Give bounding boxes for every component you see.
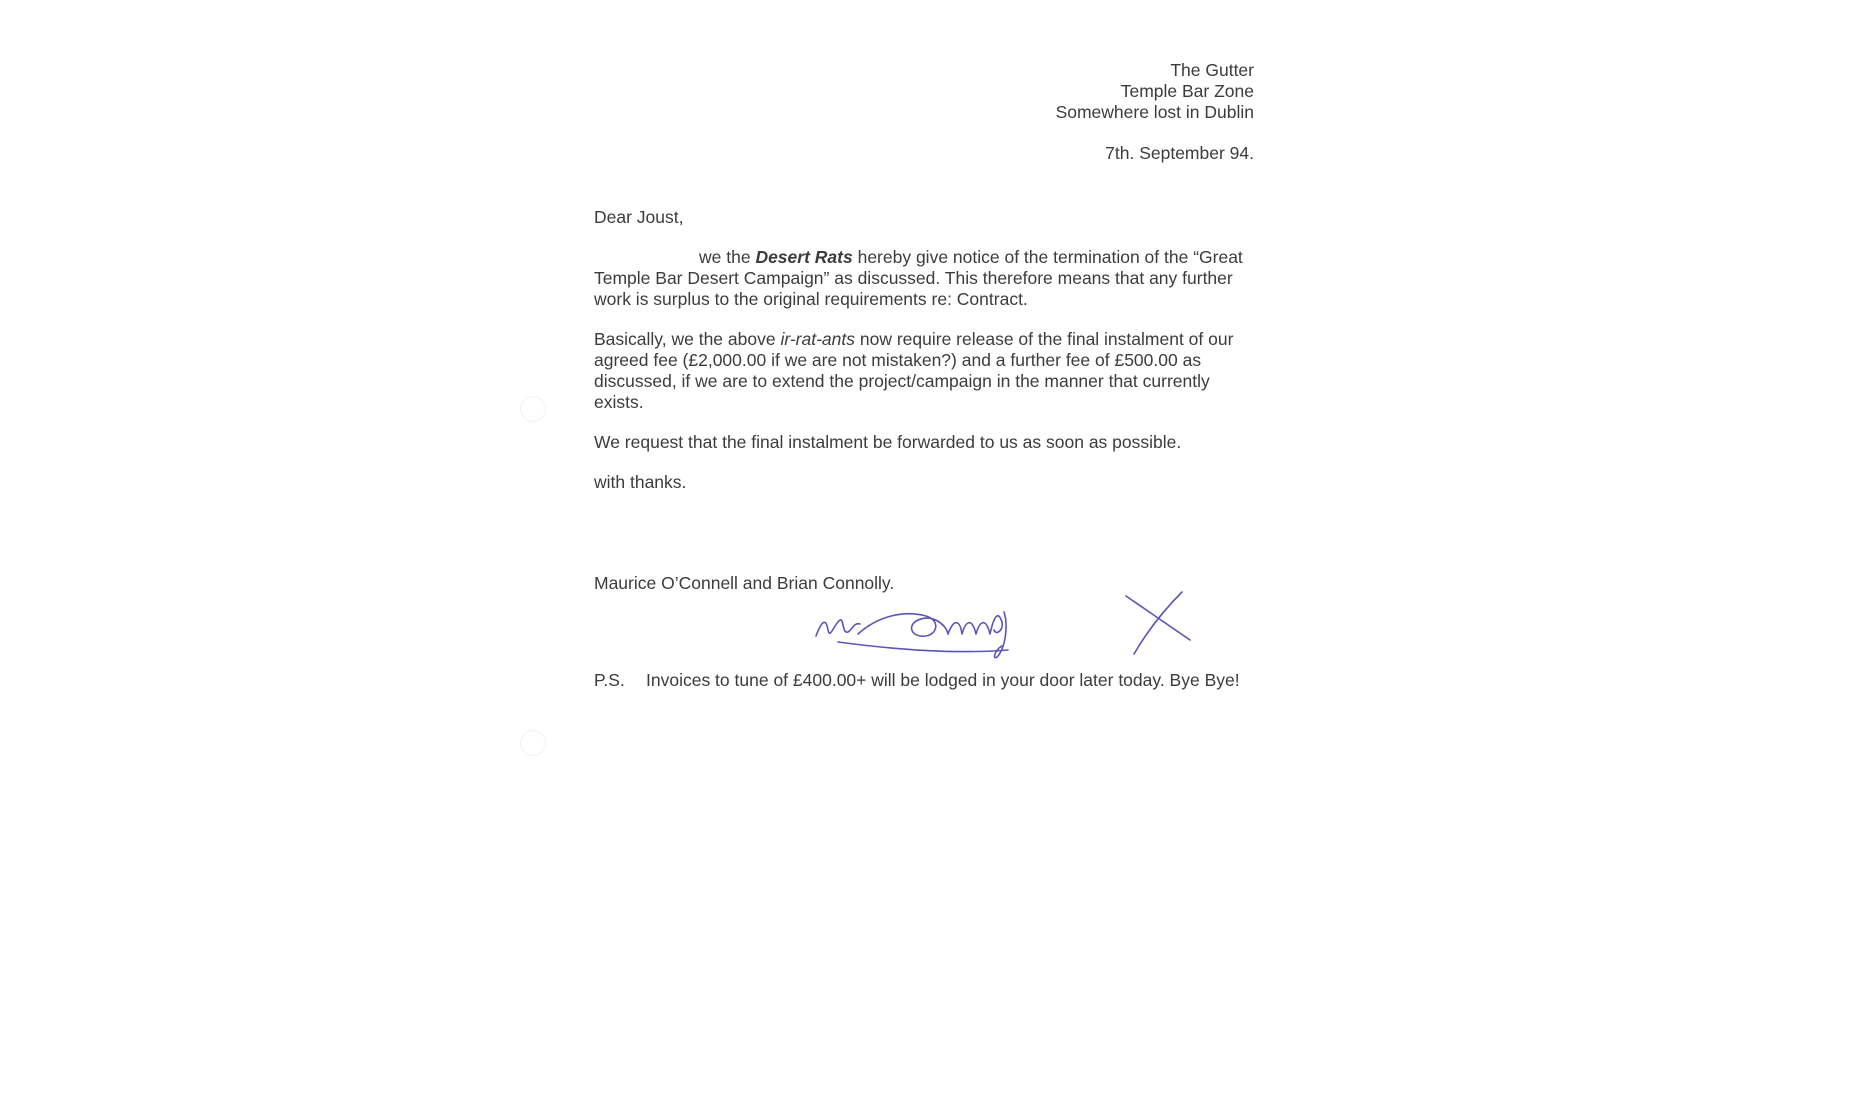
paragraph-2-emphasis: ir-rat-ants [780, 329, 856, 349]
paragraph-2 [594, 329, 1254, 413]
postscript-label: P.S. [594, 670, 625, 690]
signature-stroke-underline [838, 642, 1008, 652]
signature-stroke-loop [858, 614, 948, 636]
sender-address [594, 60, 1254, 123]
handwritten-signature [808, 590, 1198, 670]
paragraph-2-rest: now require release of the final instalment of our agreed fee (£2,000.00 if we are not mistaken?) and a further fee of £500.00 as discussed, if we are to extend the project/campaign in the manner that currently exists. [594, 329, 1234, 412]
paragraph-1 [594, 247, 1254, 310]
postscript [594, 670, 1254, 691]
postscript-text: Invoices to tune of £400.00+ will be lodged in your door later today. Bye Bye! [646, 670, 1240, 690]
paragraph-2-prefix: Basically, we the above [594, 329, 781, 349]
address-line-2: Temple Bar Zone [1120, 81, 1254, 101]
closing: with thanks. [594, 472, 687, 492]
paragraph-1-rest: hereby give notice of the termination of the “Great Temple Bar Desert Campaign” as discussed. This therefore means that any further work is surplus to the original requirements re: Contract. [594, 247, 1243, 309]
signatories: Maurice O’Connell and Brian Connolly. [594, 573, 895, 593]
address-line-1: The Gutter [1170, 60, 1254, 80]
punch-hole-upper [520, 396, 546, 422]
punch-hole-lower [520, 730, 546, 756]
salutation: Dear Joust, [594, 207, 684, 227]
signature-stroke-letters [948, 616, 1002, 634]
paragraph-3: We request that the final instalment be forwarded to us as soon as possible. [594, 432, 1182, 452]
signature-stroke-x-2 [1134, 592, 1182, 654]
paragraph-1-prefix: we the [699, 247, 756, 267]
address-line-3: Somewhere lost in Dublin [1055, 102, 1254, 122]
letter-date: 7th. September 94. [1105, 143, 1254, 163]
signature-stroke-initials [816, 620, 860, 636]
paragraph-1-emphasis: Desert Rats [755, 247, 853, 267]
